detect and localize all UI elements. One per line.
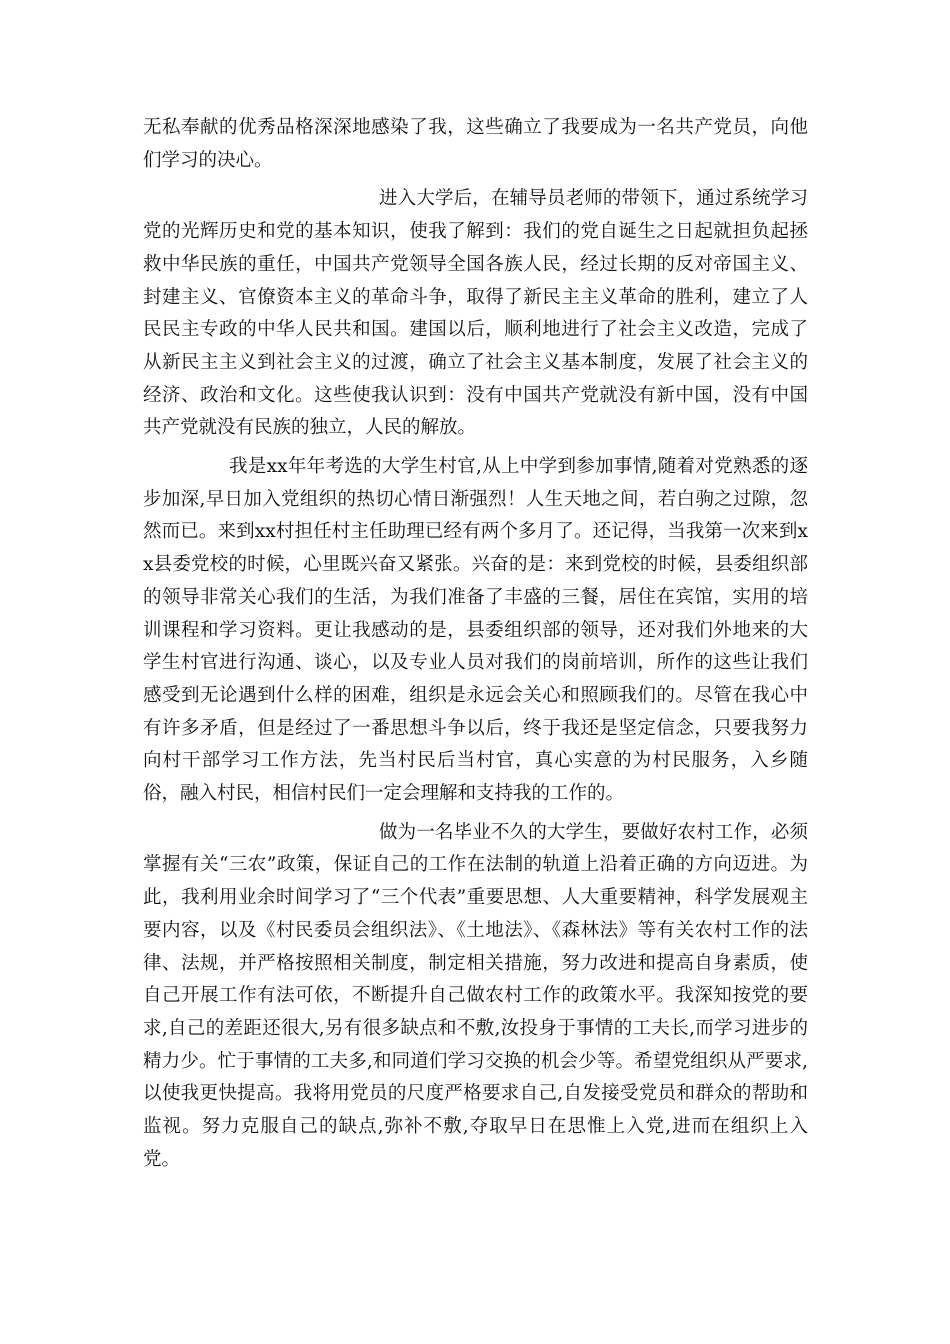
paragraph-3: 我是xx年年考选的大学生村官,从上中学到参加事情,随着对党熟悉的逐步加深,早日加入党组织的热切心情日渐强烈！人生天地之间，若白驹之过隙，忽然而已。来到xx村担任村主任助理已经有两个多月了。还记得，当我第一次来到xx县委党校的时候，心里既兴奋又紧张。兴奋的是：来到党校的时候，县委组织部的领导非常关心我们的生活，为我们准备了丰盛的三餐，居住在宾馆，实用的培训课程和学习资料。更让我感动的是，县委组织部的领导，还对我们外地来的大学生村官进行沟通、谈心，以及专业人员对我们的岗前培训，所作的这些让我们感受到无论遇到什么样的困难，组织是永远会关心和照顾我们的。尽管在我心中有许多矛盾，但是经过了一番思想斗争以后，终于我还是坚定信念，只要我努力向村干部学习工作方法，先当村民后当村官，真心实意的为村民服务，入乡随俗，融入村民，相信村民们一定会理解和支持我的工作的。 <box>143 456 808 805</box>
paragraph-1: 无私奉献的优秀品格深深地感染了我，这些确立了我要成为一名共产党员，向他们学习的决心。 <box>143 117 808 171</box>
paragraph-4: 做为一名毕业不久的大学生，要做好农村工作，必须掌握有关“三农”政策，保证自己的工作在法制的轨道上沿着正确的方向迈进。为此，我利用业余时间学习了“三个代表”重要思想、人大重要精神，科学发展观主要内容，以及《村民委员会组织法》、《土地法》、《森林法》等有关农村工作的法律、法规，并严格按照相关制度，制定相关措施，努力改进和提高自身素质，使自己开展工作有法可依，不断提升自己做农村工作的政策水平。我深知按党的要求,自己的差距还很大,另有很多缺点和不敷,汝投身于事情的工夫长,而学习进步的精力少。忙于事情的工夫多,和同道们学习交换的机会少等。希望党组织从严要求,以使我更快提高。我将用党员的尺度严格要求自己,自发接受党员和群众的帮助和监视。努力克服自己的缺点,弥补不敷,夺取早日在思惟上入党,进而在组织上入党。 <box>143 821 808 1170</box>
document-body <box>143 112 808 1183</box>
paragraph-2: 进入大学后，在辅导员老师的带领下，通过系统学习党的光辉历史和党的基本知识，使我了解到：我们的党自诞生之日起就担负起拯救中华民族的重任，中国共产党领导全国各族人民，经过长期的反对帝国主义、封建主义、官僚资本主义的革命斗争，取得了新民主主义革命的胜利，建立了人民民主专政的中华人民共和国。建国以后，顺利地进行了社会主义改造，完成了从新民主主义到社会主义的过渡，确立了社会主义基本制度，发展了社会主义的经济、政治和文化。这些使我认识到：没有中国共产党就没有新中国，没有中国共产党就没有民族的独立，人民的解放。 <box>143 188 808 439</box>
